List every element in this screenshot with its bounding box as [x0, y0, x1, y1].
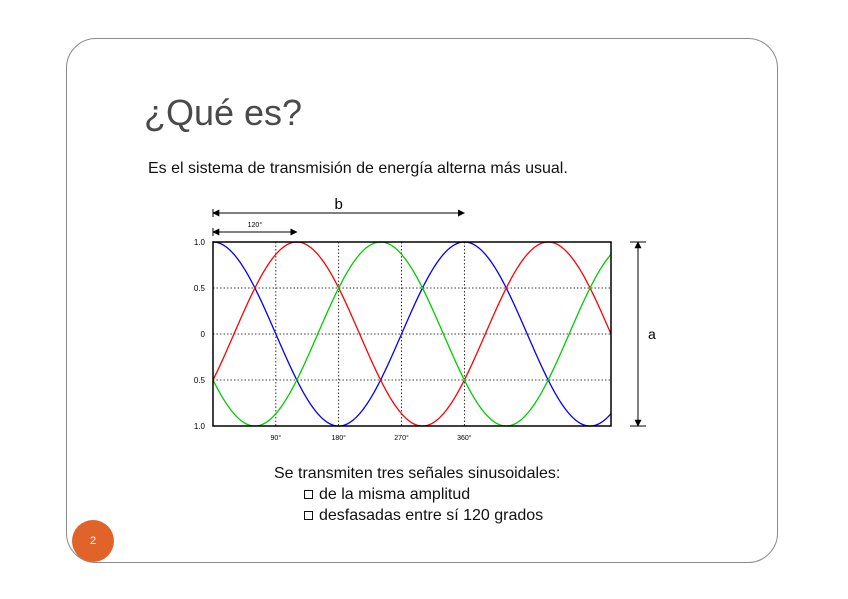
x-tick-label: 90° [270, 435, 282, 442]
page-number-badge: 2 [72, 520, 114, 562]
x-tick-label: 180° [331, 435, 346, 442]
bullet-item-1 [274, 484, 560, 505]
checkbox-bullet-icon [304, 511, 313, 520]
slide-title: ¿Qué es? [144, 92, 303, 133]
y-tick-label: 0.5 [193, 376, 205, 385]
x-tick-label: 270° [394, 435, 409, 442]
y-tick-label: 1.0 [193, 422, 205, 431]
bullet-text-1: de la misma amplitud [319, 486, 471, 503]
annotation-label-1: 120° [247, 222, 263, 229]
bullet-item-2 [274, 505, 560, 526]
three-phase-chart [180, 190, 660, 450]
bullet-section [274, 463, 560, 526]
annotation-label-a: a [648, 326, 656, 342]
checkbox-bullet-icon [304, 490, 313, 499]
slide-subtitle: Es el sistema de transmisión de energía alterna más usual. [148, 160, 568, 177]
annotation-label-0: b [334, 196, 343, 213]
bullet-text-2: desfasadas entre sí 120 grados [319, 507, 544, 524]
bullet-intro: Se transmiten tres señales sinusoidales: [274, 465, 561, 482]
y-tick-label: 0.5 [193, 284, 205, 293]
y-tick-label: 0 [200, 330, 205, 339]
y-tick-label: 1.0 [193, 238, 205, 247]
x-tick-label: 360° [457, 435, 472, 442]
